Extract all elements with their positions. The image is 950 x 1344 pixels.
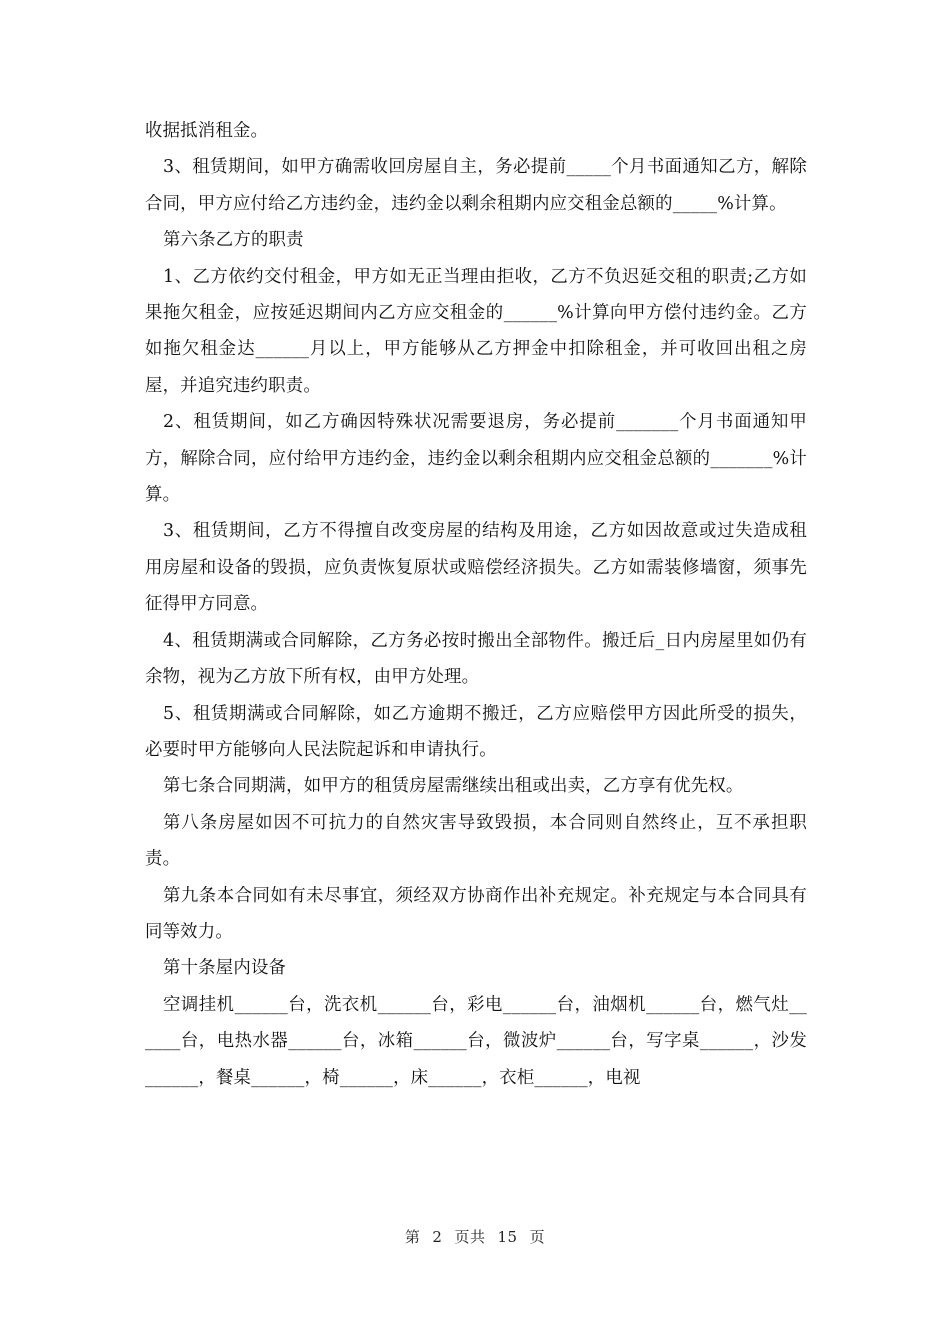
paragraph: 1、乙方依约交付租金，甲方如无正当理由拒收，乙方不负迟延交租的职责;乙方如果拖欠租金，应按延迟期间内乙方应交租金的______%计算向甲方偿付违约金。乙方如拖欠租金达______月以上，甲方能够从乙方押金中扣除租金，并可收回出租之房屋，并追究违约职责。: [145, 266, 807, 396]
footer-suffix: 页: [529, 1228, 546, 1246]
paragraph: 2、租赁期间，如乙方确因特殊状况需要退房，务必提前_______个月书面通知甲方，解除合同，应付给甲方违约金，违约金以剩余租期内应交租金总额的_______%计算。: [145, 412, 807, 506]
page-footer: [0, 1226, 950, 1247]
footer-total-pages: 15: [497, 1228, 518, 1246]
footer-prefix: 第: [404, 1228, 421, 1246]
section-heading: 第六条乙方的职责: [163, 230, 304, 251]
paragraph: 收据抵消租金。: [145, 121, 269, 141]
paragraph: 第九条本合同如有未尽事宜，须经双方协商作出补充规定。补充规定与本合同具有同等效力。: [145, 885, 807, 942]
paragraph: 5、租赁期满或合同解除，如乙方逾期不搬迁，乙方应赔偿甲方因此所受的损失，必要时甲方能够向人民法院起诉和申请执行。: [145, 703, 807, 760]
paragraph: 空调挂机______台，洗衣机______台，彩电______台，油烟机______台，燃气灶______台，电热水器______台，冰箱______台，微波炉______台，写字桌______，沙发______，餐桌______，椅______，床______，衣柜______，电视: [145, 994, 807, 1088]
paragraph: 3、租赁期间，乙方不得擅自改变房屋的结构及用途，乙方如因故意或过失造成租用房屋和设备的毁损，应负责恢复原状或赔偿经济损失。乙方如需装修墙窗，须事先征得甲方同意。: [145, 521, 807, 615]
paragraph: 4、租赁期满或合同解除，乙方务必按时搬出全部物件。搬迁后_日内房屋里如仍有余物，视为乙方放下所有权，由甲方处理。: [145, 630, 807, 688]
paragraph: 第八条房屋如因不可抗力的自然灾害导致毁损，本合同则自然终止，互不承担职责。: [145, 812, 807, 870]
footer-middle: 页共: [454, 1228, 486, 1246]
paragraph: 3、租赁期间，如甲方确需收回房屋自主，务必提前_____个月书面通知乙方，解除合同，甲方应付给乙方违约金，违约金以剩余租期内应交租金总额的_____%计算。: [145, 157, 807, 214]
section-heading: 第十条屋内设备: [163, 958, 287, 979]
paragraph: 第七条合同期满，如甲方的租赁房屋需继续出租或出卖，乙方享有优先权。: [163, 776, 744, 797]
footer-current-page: 2: [432, 1228, 443, 1246]
document-body: [145, 113, 807, 1096]
